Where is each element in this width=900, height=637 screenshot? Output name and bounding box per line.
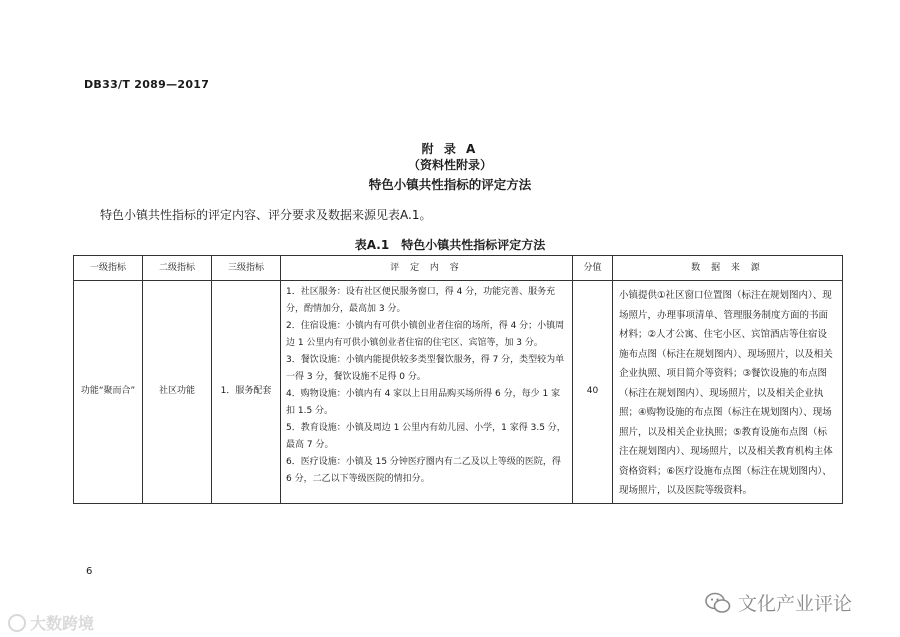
cell-level3: 1．服务配套 [212, 281, 281, 504]
content-item-4: 4．购物设施：小镇内有 4 家以上日用品购买场所得 6 分，每少 1 家扣 1.5 分。 [286, 389, 561, 416]
content-item-6: 6．医疗设施：小镇及 15 分钟医疗圈内有二乙及以上等级的医院，得 6 分，二乙以下等级医院的情扣分。 [286, 457, 561, 484]
content-item-5: 5．教育设施：小镇及周边 1 公里内有幼儿园、小学，1 家得 3.5 分，最高 7 分。 [286, 423, 566, 450]
table-row [74, 281, 843, 504]
weibo-icon [8, 614, 26, 632]
intro-paragraph: 特色小镇共性指标的评定内容、评分要求及数据来源见表A.1。 [100, 208, 432, 222]
header-score: 分值 [573, 256, 613, 281]
content-item-1: 1．社区服务：设有社区便民服务窗口，得 4 分，功能完善、服务充分，酌情加分，最高加 3 分。 [286, 287, 556, 314]
watermark-left-text: 大数跨境 [30, 614, 95, 633]
cell-score: 40 [573, 281, 613, 504]
watermark-right [704, 589, 852, 616]
table-caption: 表A.1 特色小镇共性指标评定方法 [354, 238, 546, 252]
wechat-icon [704, 591, 732, 615]
appendix-title: 附 录 A [421, 142, 479, 156]
header-level2: 二级指标 [143, 256, 212, 281]
cell-level2: 社区功能 [143, 281, 212, 504]
watermark-right-text: 文化产业评论 [738, 593, 853, 615]
appendix-subtitle: （资料性附录） [407, 158, 492, 172]
content-item-2: 2．住宿设施：小镇内有可供小镇创业者住宿的场所，得 4 分；小镇周边 1 公里内有可供小镇创业者住宿的住宅区、宾馆等，加 3 分。 [286, 321, 565, 348]
watermark-left [8, 611, 94, 634]
header-level1: 一级指标 [74, 256, 143, 281]
header-content: 评 定 内 容 [281, 256, 573, 281]
cell-source: 小镇提供①社区窗口位置图（标注在规划图内）、现场照片，办理事项清单、管理服务制度方面的书面材料；②人才公寓、住宅小区、宾馆酒店等住宿设施布点图（标注在规划图内）、现场照片，以及相关企业执照、项目简介等资料；③餐饮设施的布点图（标注在规划图内）、现场照片，以及相关企业执照；④购物设施的布点图（标注在规划图内）、现场照片，以及相关企业执照；⑤教育设施布点图（标注在规划图内）、现场照片，以及相关教育机构主体资格资料；⑥医疗设施布点图（标注在规划图内）、现场照片，以及医院等级资料。 [613, 281, 843, 504]
table-header-row [74, 256, 843, 281]
indicator-table [73, 255, 843, 504]
header-source: 数 据 来 源 [613, 256, 843, 281]
content-item-3: 3．餐饮设施：小镇内能提供较多类型餐饮服务，得 7 分，类型较为单一得 3 分，餐饮设施不足得 0 分。 [286, 355, 565, 382]
page-number: 6 [86, 566, 93, 577]
appendix-heading: 特色小镇共性指标的评定方法 [368, 177, 532, 192]
cell-content [281, 281, 573, 504]
standard-code: DB33/T 2089—2017 [84, 78, 210, 91]
header-level3: 三级指标 [212, 256, 281, 281]
cell-level1: 功能“聚而合” [74, 281, 143, 504]
